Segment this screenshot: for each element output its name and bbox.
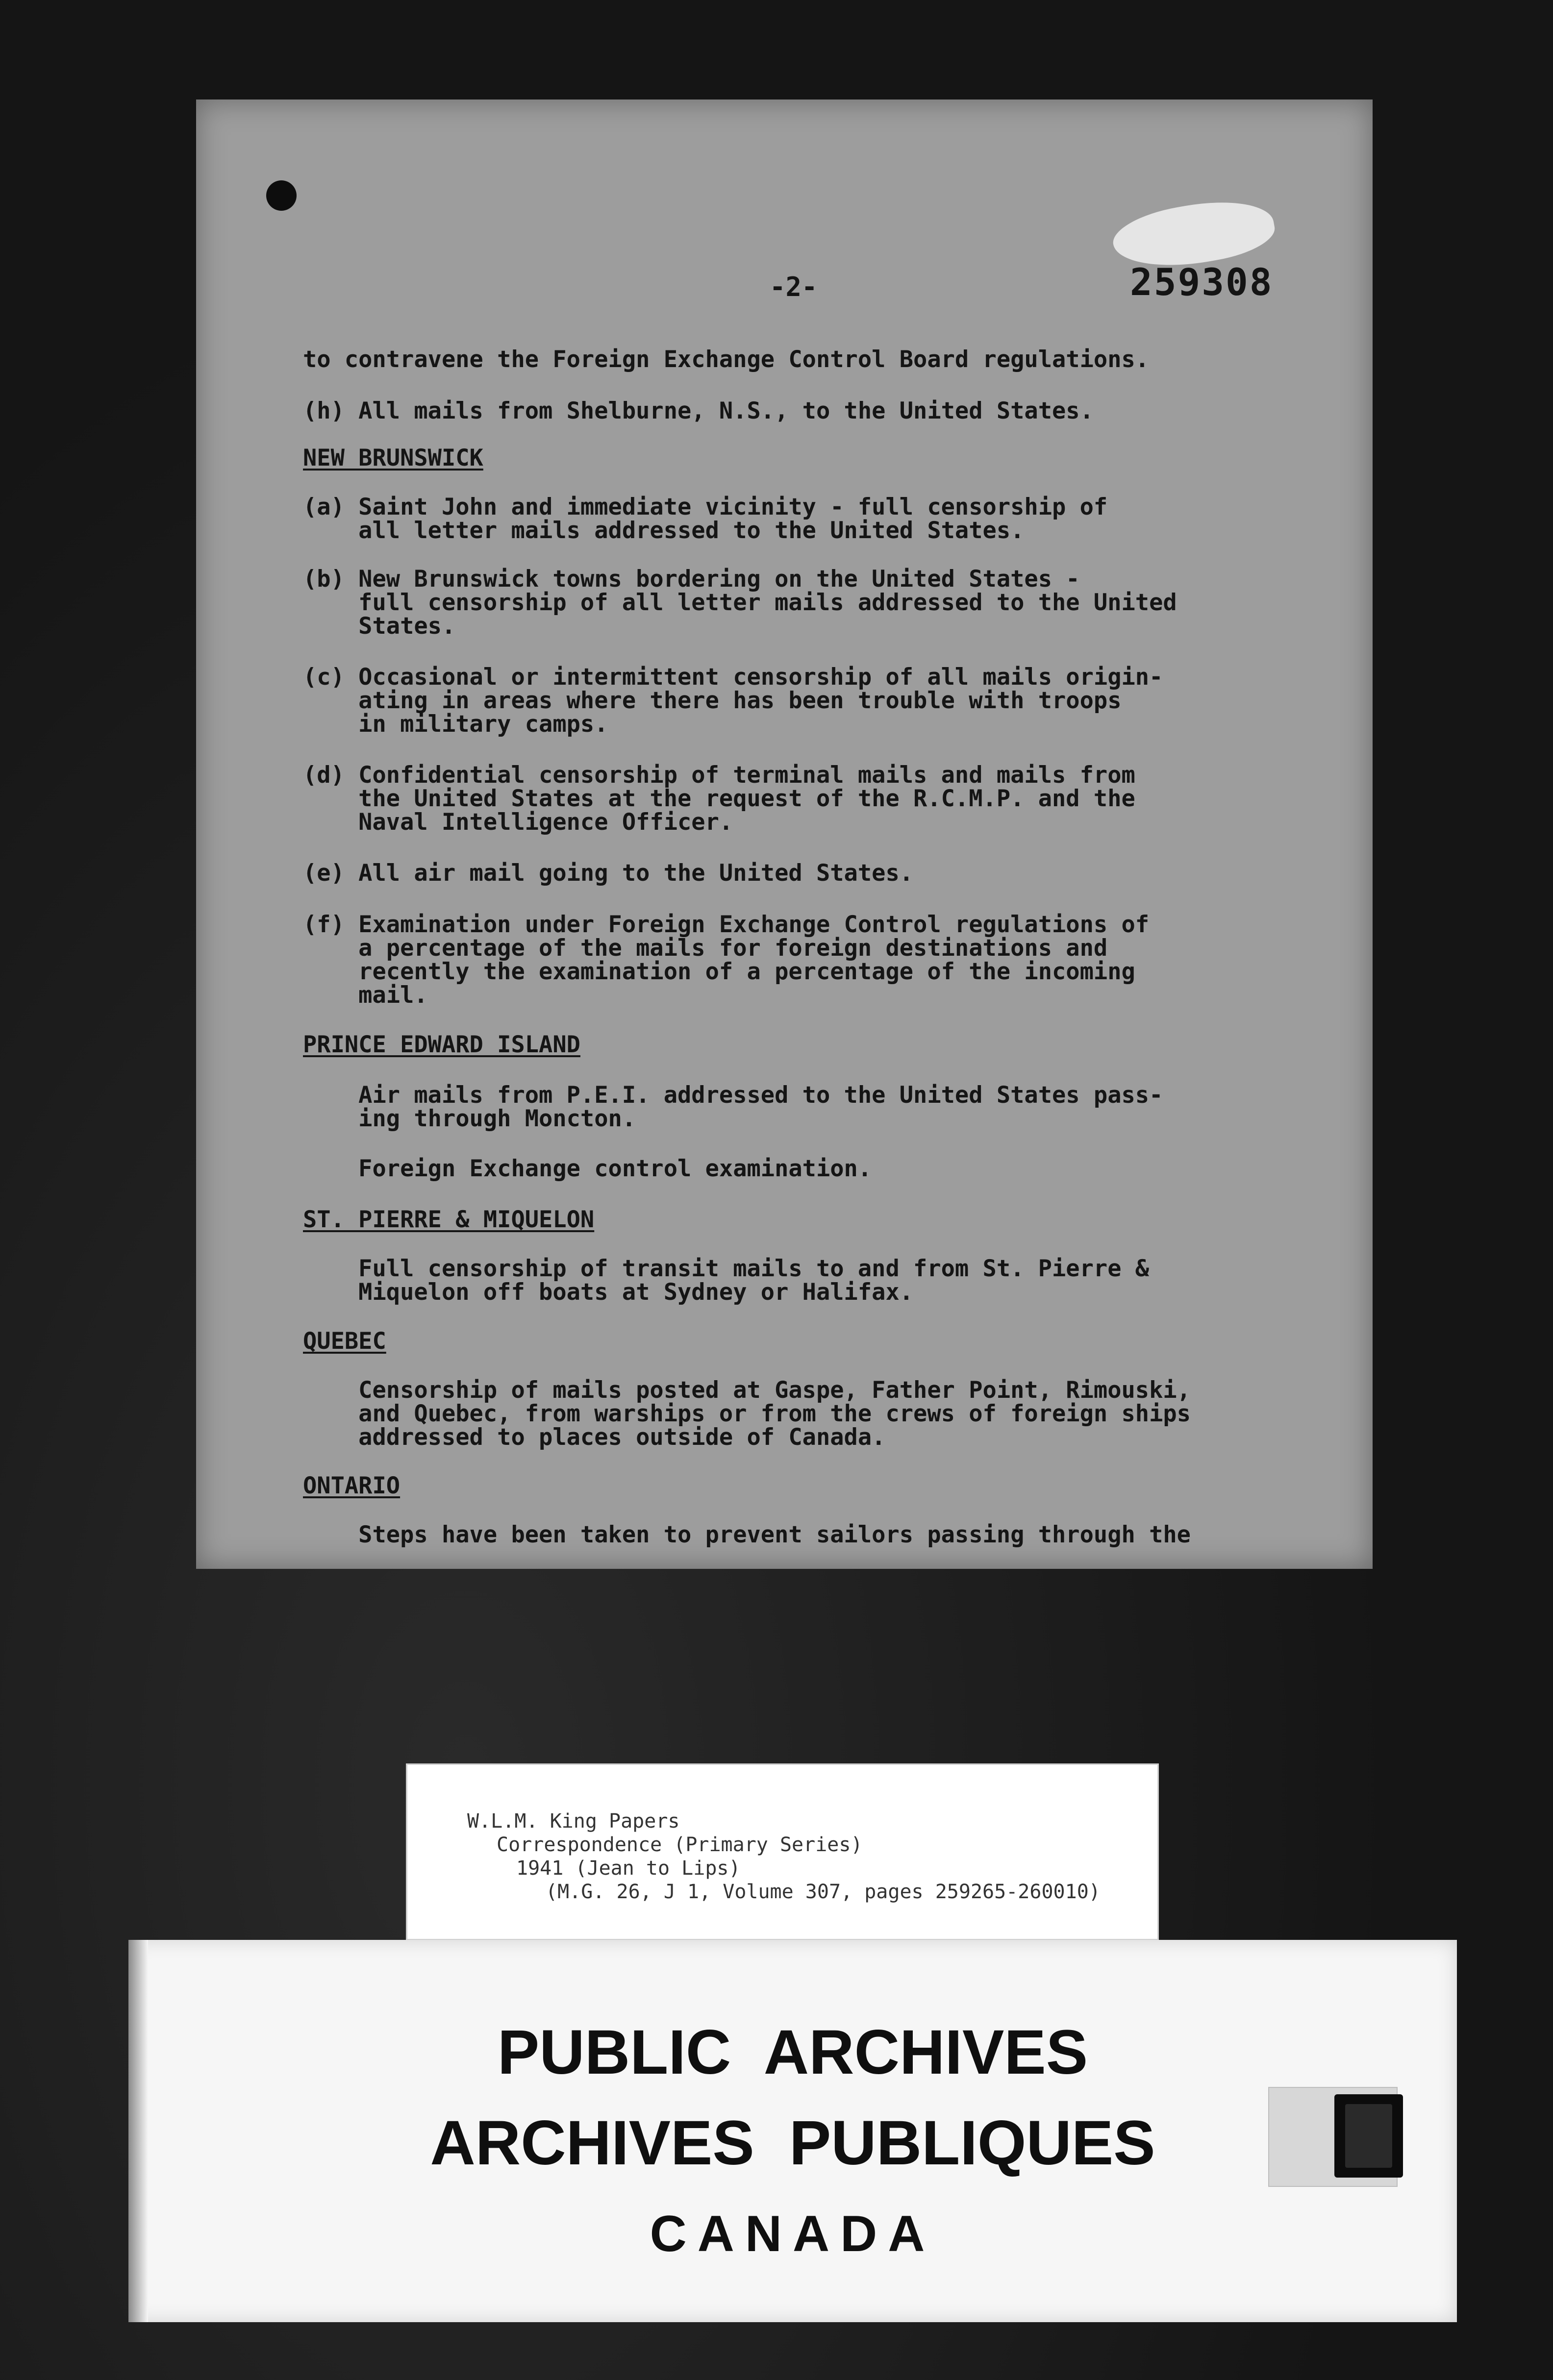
text-line: Foreign Exchange control examination. <box>303 1155 872 1182</box>
text-line: Air mails from P.E.I. addressed to the United States pass- <box>303 1082 1163 1109</box>
section-heading-new-brunswick: NEW BRUNSWICK <box>303 445 483 471</box>
text-line: Miquelon off boats at Sydney or Halifax. <box>303 1279 914 1306</box>
text-line: ing through Moncton. <box>303 1105 636 1132</box>
text-line: the United States at the request of the R.C.M.P. and the <box>303 785 1135 812</box>
text-line: (f) Examination under Foreign Exchange Control regulations of <box>303 911 1150 938</box>
text-line: in military camps. <box>303 711 608 738</box>
text-line: and Quebec, from warships or from the crews of foreign ships <box>303 1400 1191 1427</box>
text-line: a percentage of the mails for foreign destinations and <box>303 935 1108 962</box>
archives-country: CANADA <box>650 2206 936 2262</box>
archives-title-english: PUBLIC ARCHIVES <box>497 2017 1088 2087</box>
section-heading-ontario: ONTARIO <box>303 1472 401 1499</box>
section-heading-st-pierre-miquelon: ST. PIERRE & MIQUELON <box>303 1206 595 1233</box>
document-number: 259308 <box>1130 260 1274 304</box>
section-heading-prince-edward-island: PRINCE EDWARD ISLAND <box>303 1031 580 1058</box>
text-line: recently the examination of a percentage of the incoming <box>303 958 1135 985</box>
text-line: (c) Occasional or intermittent censorship of all mails origin- <box>303 664 1163 691</box>
archives-title-french: ARCHIVES PUBLIQUES <box>430 2108 1155 2178</box>
text-line: Naval Intelligence Officer. <box>303 809 733 836</box>
text-line: Censorship of mails posted at Gaspe, Father Point, Rimouski, <box>303 1377 1191 1404</box>
text-line: Full censorship of transit mails to and from St. Pierre & <box>303 1255 1150 1282</box>
text-line: States. <box>303 613 456 640</box>
text-line: addressed to places outside of Canada. <box>303 1424 886 1451</box>
text-line: full censorship of all letter mails addressed to the United <box>303 589 1177 616</box>
text-line: mail. <box>303 982 428 1009</box>
document-page <box>196 99 1373 1569</box>
text-line: (h) All mails from Shelburne, N.S., to the United States. <box>303 397 1094 424</box>
text-line: (b) New Brunswick towns bordering on the United States - <box>303 566 1080 593</box>
text-line: ating in areas where there has been trouble with troops <box>303 687 1122 714</box>
text-line: to contravene the Foreign Exchange Control Board regulations. <box>303 346 1150 373</box>
text-line: (d) Confidential censorship of terminal mails and mails from <box>303 762 1135 789</box>
label-series: Correspondence (Primary Series) <box>497 1834 863 1856</box>
film-reel-inner <box>1345 2104 1392 2168</box>
label-year-range: 1941 (Jean to Lips) <box>516 1857 741 1880</box>
collection-label <box>406 1763 1159 1940</box>
text-line: (a) Saint John and immediate vicinity - full censorship of <box>303 494 1108 521</box>
archives-title-card <box>128 1940 1457 2322</box>
label-reference: (M.G. 26, J 1, Volume 307, pages 259265-260010) <box>546 1881 1101 1903</box>
page-number: -2- <box>770 272 818 302</box>
text-line: Steps have been taken to prevent sailors passing through the <box>303 1521 1191 1548</box>
text-line: (e) All air mail going to the United States. <box>303 860 914 887</box>
section-heading-quebec: QUEBEC <box>303 1328 386 1355</box>
text-line: all letter mails addressed to the United States. <box>303 517 1025 544</box>
label-collection-name: W.L.M. King Papers <box>467 1810 680 1833</box>
punch-hole <box>266 180 297 211</box>
